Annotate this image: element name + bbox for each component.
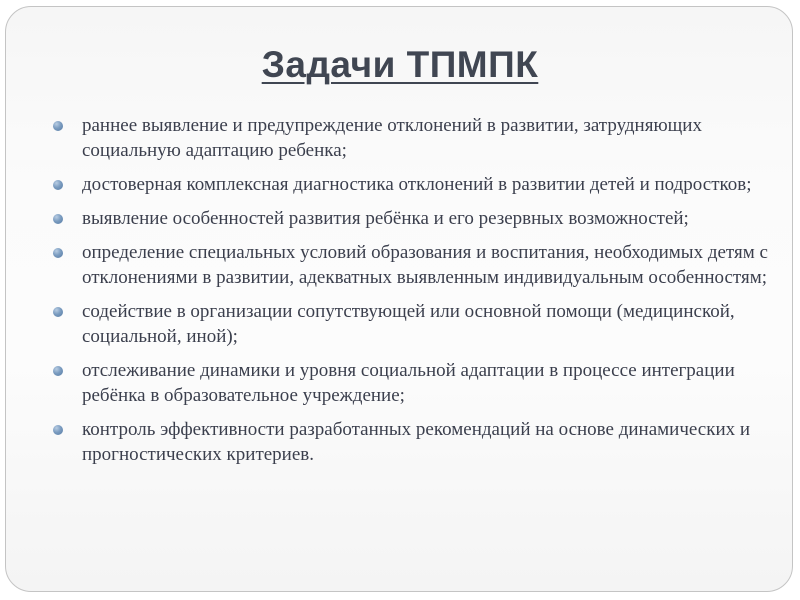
list-item-text: отслеживание динамики и уровня социальной адаптации в процессе интеграции ребёнка в образовательное учреждение;: [82, 360, 735, 406]
list-item: [50, 299, 780, 349]
bullet-list: [50, 113, 780, 476]
list-item: [50, 113, 780, 163]
list-item-text: достоверная комплексная диагностика отклонений в развитии детей и подростков;: [82, 174, 752, 195]
list-item: [50, 358, 780, 408]
list-item-text: содействие в организации сопутствующей или основной помощи (медицинской, социальной, иной);: [82, 301, 735, 347]
list-item: [50, 240, 780, 290]
list-item-text: раннее выявление и предупреждение отклонений в развитии, затрудняющих социальную адаптацию ребенка;: [82, 115, 702, 161]
bullet-icon: [53, 248, 63, 258]
list-item-text: выявление особенностей развития ребёнка и его резервных возможностей;: [82, 208, 689, 229]
list-item-text: определение специальных условий образования и воспитания, необходимых детям с отклонениями в развитии, адекватных выявленным индивидуальным особенностям;: [82, 242, 768, 288]
bullet-icon: [53, 307, 63, 317]
list-item: [50, 206, 780, 231]
list-item: [50, 172, 780, 197]
list-item: [50, 417, 780, 467]
list-item-text: контроль эффективности разработанных рекомендаций на основе динамических и прогностических критериев.: [82, 419, 751, 465]
bullet-icon: [53, 121, 63, 131]
bullet-icon: [53, 366, 63, 376]
slide-title: Задачи ТПМПК: [261, 44, 539, 85]
bullet-icon: [53, 425, 63, 435]
bullet-icon: [53, 180, 63, 190]
bullet-icon: [53, 214, 63, 224]
